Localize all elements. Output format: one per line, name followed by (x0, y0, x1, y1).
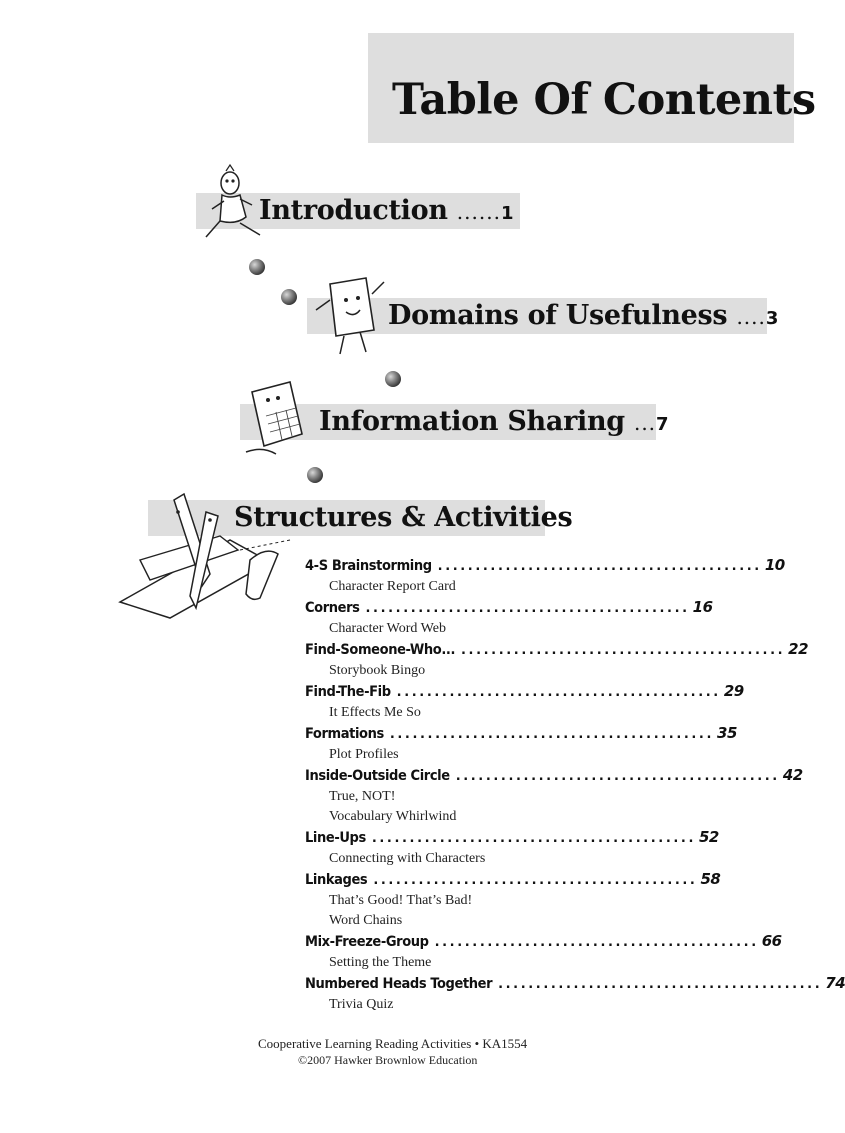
section-domains-of-usefulness (388, 300, 778, 331)
entry-title: Mix-Freeze-Group (305, 934, 429, 950)
section-label: Introduction (259, 195, 448, 226)
toc-entry[interactable] (305, 556, 785, 578)
sub-entry: Vocabulary Whirlwind (329, 809, 457, 824)
entry-title: Line-Ups (305, 830, 366, 846)
entry-page: 42 (782, 766, 803, 784)
toc-entry[interactable] (305, 974, 845, 996)
toc-entry[interactable] (305, 828, 719, 850)
page-title: Table Of Contents (392, 75, 816, 125)
leader-dots: ...... (456, 200, 501, 224)
entry-title: Formations (305, 726, 384, 742)
sub-entry: Setting the Theme (329, 955, 432, 970)
section-introduction (259, 195, 513, 226)
entry-page: 52 (699, 828, 719, 846)
leader-dots: ........................................... (389, 727, 715, 742)
entry-page: 35 (717, 724, 737, 742)
sub-entry: Character Report Card (329, 579, 456, 594)
section-label: Domains of Usefulness (388, 300, 728, 331)
entry-title: Linkages (305, 872, 368, 888)
entry-page: 10 (764, 556, 785, 574)
entry-title: Find-The-Fib (305, 684, 391, 700)
entry-title: 4-S Brainstorming (305, 558, 432, 574)
sub-entry: Word Chains (329, 913, 403, 928)
section-label: Information Sharing (319, 406, 625, 437)
entry-title: Corners (305, 600, 360, 616)
bullet-ball-icon (249, 259, 265, 275)
page-number: 1 (500, 203, 514, 224)
bullet-ball-icon (307, 467, 323, 483)
footer-publication: Cooperative Learning Reading Activities • KA1554 (258, 1036, 528, 1051)
toc-entry[interactable] (305, 682, 744, 704)
leader-dots: ........................................... (396, 685, 721, 700)
toc-entry[interactable] (305, 598, 713, 620)
toc-entry[interactable] (305, 640, 809, 662)
entry-page: 16 (692, 598, 713, 616)
sub-entry: Trivia Quiz (329, 997, 394, 1012)
toc-entry[interactable] (305, 870, 721, 892)
sub-entry: It Effects Me So (329, 705, 421, 720)
leader-dots: ........................................... (371, 831, 696, 846)
leader-dots: ........................................... (373, 873, 698, 888)
leader-dots: ... (633, 411, 657, 435)
leader-dots: ........................................... (434, 935, 759, 950)
leader-dots: ........................................... (461, 643, 786, 658)
entry-page: 29 (723, 682, 744, 700)
entry-title: Inside-Outside Circle (305, 768, 450, 784)
bullet-ball-icon (385, 371, 401, 387)
sub-entry: That’s Good! That’s Bad! (329, 893, 473, 908)
leader-dots: ........................................... (455, 769, 780, 784)
section-label: Structures & Activities (234, 502, 573, 533)
cartoon-notebook-character-icon (242, 376, 312, 462)
leader-dots: ........................................... (498, 977, 823, 992)
section-information-sharing (319, 406, 668, 437)
entry-title: Numbered Heads Together (305, 976, 493, 992)
pencils-and-paper-illustration-icon (110, 490, 300, 625)
leader-dots: ........................................... (365, 601, 690, 616)
toc-entry[interactable] (305, 766, 803, 788)
footer-copyright: ©2007 Hawker Brownlow Education (298, 1053, 478, 1067)
sub-entry: Connecting with Characters (329, 851, 486, 866)
entry-page: 22 (788, 640, 809, 658)
toc-list (305, 556, 845, 1016)
entry-page: 74 (825, 974, 845, 992)
sub-entry: Plot Profiles (329, 747, 399, 762)
sub-entry: Storybook Bingo (329, 663, 426, 678)
entry-page: 66 (761, 932, 782, 950)
page-number: 7 (656, 414, 669, 435)
toc-entry[interactable] (305, 932, 782, 954)
title-banner (368, 33, 816, 143)
leader-dots: .... (736, 305, 766, 329)
entry-title: Find-Someone-Who... (305, 642, 456, 658)
sub-entry: True, NOT! (329, 789, 396, 804)
cartoon-page-character-icon (316, 270, 386, 360)
leader-dots: ........................................... (437, 559, 762, 574)
entry-page: 58 (700, 870, 721, 888)
sub-entry: Character Word Web (329, 621, 446, 636)
bullet-ball-icon (281, 289, 297, 305)
page-number: 3 (765, 308, 779, 329)
toc-entry[interactable] (305, 724, 737, 746)
